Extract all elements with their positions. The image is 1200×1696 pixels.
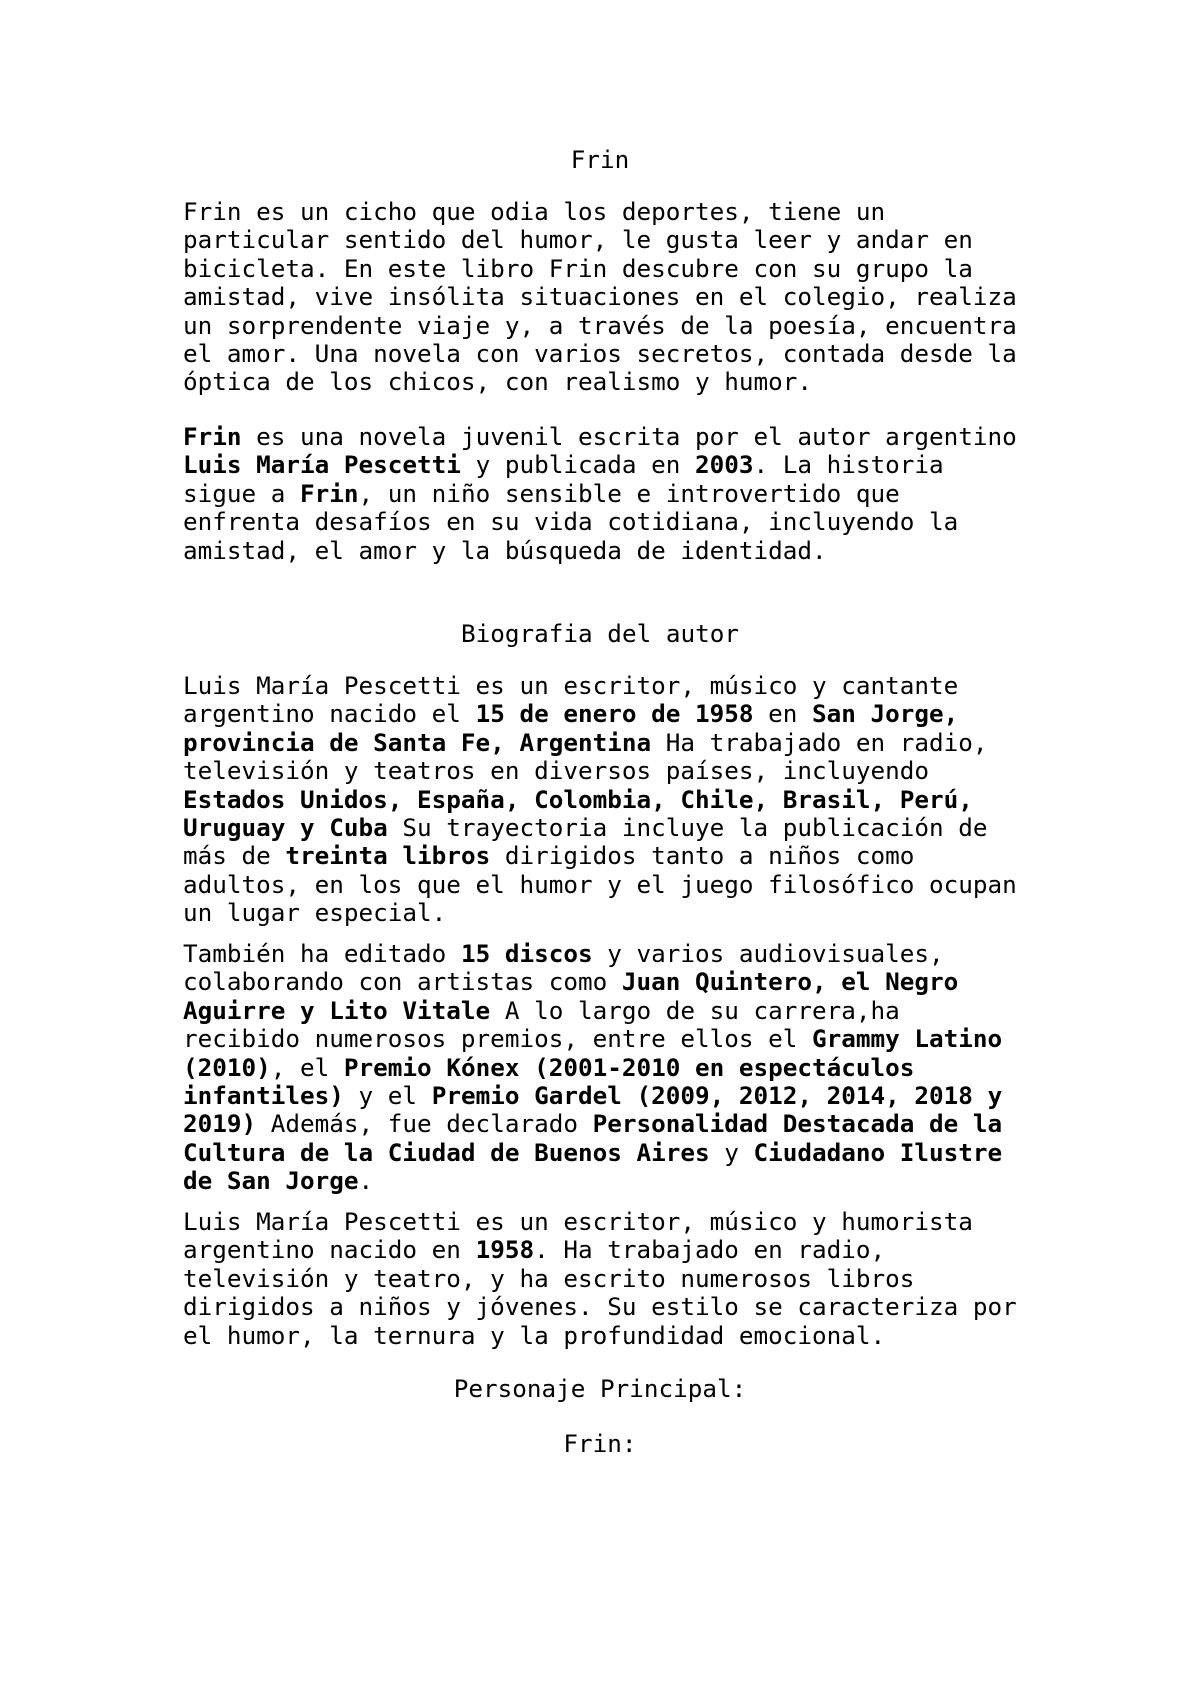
text-run: enfrenta desafíos en su vida cotidiana, incluyendo la: [183, 507, 959, 537]
text-run: También ha editado: [183, 939, 461, 968]
text-run: dirigidos a niños y jóvenes. Su estilo se caracteriza por: [183, 1292, 1017, 1322]
text-line: [183, 871, 1043, 899]
text-line: [183, 537, 1043, 565]
text-line: [183, 1265, 1043, 1293]
text-line: [183, 1293, 1043, 1321]
text-run: sigue a: [183, 478, 301, 508]
text-line: [183, 1208, 1043, 1236]
text-run: A lo largo de su carrera,ha: [490, 995, 900, 1025]
text-run: y varios audiovisuales,: [592, 939, 944, 968]
bold-text-run: infantiles): [183, 1080, 344, 1110]
novel-summary-paragraph: [183, 423, 1043, 565]
text-run: adultos, en los que el humor y el juego filosófico ocupan: [183, 869, 1017, 899]
bold-text-run: (2010): [183, 1052, 271, 1082]
text-run: televisión y teatro, y ha escrito numerosos libros: [183, 1263, 915, 1293]
bold-text-run: Aguirre y Lito Vitale: [183, 995, 491, 1025]
text-line: [183, 997, 1043, 1025]
text-run: el amor. Una novela con varios secretos, contada desde la: [183, 338, 1017, 368]
main-character-heading: Personaje Principal:: [453, 1374, 747, 1403]
bold-text-run: 15 discos: [460, 939, 593, 968]
text-run: dirigidos tanto a niños como: [490, 841, 915, 871]
text-line: [183, 255, 1043, 283]
bold-text-run: Frin: [300, 478, 359, 508]
text-line: [183, 480, 1043, 508]
text-run: Luis María Pescetti es un escritor, músico y cantante: [183, 671, 959, 700]
text-line: [183, 508, 1043, 536]
text-line: [183, 899, 1043, 927]
text-run: es una novela juvenil escrita por el autor argentino: [241, 422, 1017, 451]
text-run: Además, fue declarado: [256, 1109, 593, 1139]
text-run: . Ha trabajado en radio,: [534, 1235, 886, 1265]
text-line: [183, 842, 1043, 870]
text-line: [183, 729, 1043, 757]
bold-text-run: de San Jorge: [183, 1166, 359, 1196]
text-line: [183, 423, 1043, 451]
bold-text-run: Frin: [183, 422, 242, 451]
synopsis-paragraph: [183, 198, 1043, 397]
bold-text-run: Personalidad Destacada de la: [592, 1109, 1003, 1139]
bold-text-run: 2019): [183, 1109, 257, 1139]
text-line: [183, 340, 1043, 368]
bold-text-run: Juan Quintero, el Negro: [621, 967, 959, 997]
bold-text-run: Luis María Pescetti: [183, 450, 461, 480]
text-line: [183, 1139, 1043, 1167]
text-run: .: [358, 1166, 374, 1196]
bold-text-run: Ciudadano Ilustre: [753, 1137, 1003, 1167]
text-run: óptica de los chicos, con realismo y humor.: [183, 367, 813, 397]
text-line: [183, 757, 1043, 785]
bold-text-run: 2003: [695, 450, 754, 480]
text-run: televisión y teatros en diversos países, incluyendo: [183, 756, 930, 786]
biography-paragraph-1: [183, 672, 1043, 928]
text-run: , un niño sensible e introvertido que: [358, 478, 900, 508]
text-run: bicicleta. En este libro Frin descubre con su grupo la: [183, 253, 973, 283]
text-line: [183, 1236, 1043, 1264]
text-line: [183, 198, 1043, 226]
text-run: y el: [343, 1080, 432, 1110]
bold-text-run: Cultura de la Ciudad de Buenos Aires: [183, 1137, 710, 1167]
text-line: [183, 451, 1043, 479]
text-line: [183, 1054, 1043, 1082]
bold-text-run: provincia de Santa Fe, Argentina: [183, 727, 652, 757]
bold-text-run: Grammy Latino: [812, 1024, 1003, 1054]
text-run: argentino nacido el: [183, 699, 476, 729]
bold-text-run: San Jorge,: [812, 699, 959, 729]
text-run: Luis María Pescetti es un escritor, músico y humorista: [183, 1207, 973, 1236]
bold-text-run: 1958: [475, 1235, 535, 1265]
text-line: [183, 226, 1043, 254]
text-run: y publicada en: [460, 450, 695, 480]
text-run: amistad, vive insólita situaciones en el colegio, realiza: [183, 282, 1017, 312]
text-line: [183, 312, 1043, 340]
text-line: [183, 368, 1043, 396]
text-line: [183, 283, 1043, 311]
text-line: [183, 672, 1043, 700]
bold-text-run: 15 de enero de 1958: [475, 699, 754, 729]
text-line: [183, 940, 1043, 968]
bold-text-run: Premio Gardel (2009, 2012, 2014, 2018 y: [431, 1080, 1003, 1110]
text-line: [183, 1025, 1043, 1053]
text-run: Su trayectoria incluye la publicación de: [387, 812, 988, 842]
text-line: [183, 814, 1043, 842]
text-line: [183, 1322, 1043, 1350]
biography-heading: Biografia del autor: [461, 619, 739, 648]
text-run: más de: [183, 841, 286, 871]
document-title: Frin: [570, 145, 630, 174]
text-line: [183, 1167, 1043, 1195]
text-line: [183, 786, 1043, 814]
text-run: un sorprendente viaje y, a través de la poesía, encuentra: [183, 310, 1017, 340]
bold-text-run: Estados Unidos, España, Colombia, Chile, Brasil, Perú,: [183, 784, 973, 814]
text-run: Frin es un cicho que odia los deportes, tiene un: [183, 197, 886, 226]
text-line: [183, 1110, 1043, 1138]
text-run: amistad, el amor y la búsqueda de identidad.: [183, 535, 827, 565]
text-run: particular sentido del humor, le gusta leer y andar en: [183, 225, 973, 255]
text-run: colaborando con artistas como: [183, 967, 622, 997]
main-character-name: Frin:: [563, 1429, 637, 1458]
bold-text-run: Premio Kónex (2001-2010 en espectáculos: [343, 1052, 915, 1082]
bold-text-run: treinta libros: [285, 841, 491, 871]
text-line: [183, 1082, 1043, 1110]
text-run: , el: [270, 1052, 344, 1082]
bold-text-run: Uruguay y Cuba: [183, 812, 388, 842]
text-run: en: [753, 699, 813, 729]
biography-paragraph-2: [183, 940, 1043, 1196]
text-line: [183, 700, 1043, 728]
text-run: Ha trabajado en radio,: [651, 727, 988, 757]
text-run: argentino nacido en: [183, 1235, 476, 1265]
text-run: y: [709, 1137, 754, 1167]
biography-paragraph-3: [183, 1208, 1043, 1350]
text-run: el humor, la ternura y la profundidad emocional.: [183, 1320, 886, 1350]
text-run: un lugar especial.: [183, 898, 447, 928]
text-line: [183, 968, 1043, 996]
text-run: recibido numerosos premios, entre ellos el: [183, 1024, 813, 1054]
text-run: . La historia: [753, 450, 944, 480]
